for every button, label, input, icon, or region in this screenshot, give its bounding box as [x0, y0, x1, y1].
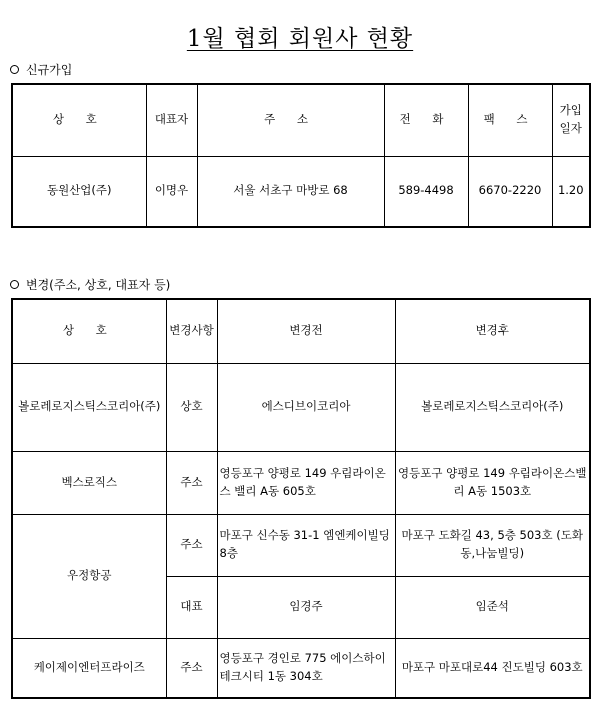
header-fax: 팩 스 — [468, 84, 552, 156]
cell-after: 마포구 마포대로44 진도빌딩 603호 — [395, 638, 590, 698]
cell-company: 우정항공 — [12, 514, 166, 638]
header-after: 변경후 — [395, 299, 590, 363]
cell-before: 영등포구 양평로 149 우림라이온스 밸리 A동 605호 — [217, 451, 395, 514]
header-company: 상 호 — [12, 299, 166, 363]
cell-company: 케이제이엔터프라이즈 — [12, 638, 166, 698]
table-header-row — [12, 299, 590, 363]
cell-after: 영등포구 양평로 149 우림라이온스밸리 A동 1503호 — [395, 451, 590, 514]
table-header-row — [12, 84, 590, 156]
cell-address: 서울 서초구 마방로 68 — [197, 156, 384, 227]
cell-company: 벡스로직스 — [12, 451, 166, 514]
table-row — [12, 638, 590, 698]
section-label: 신규가입 — [26, 63, 73, 77]
cell-fax: 6670-2220 — [468, 156, 552, 227]
cell-change-type: 주소 — [166, 514, 217, 576]
new-members-table — [11, 83, 591, 228]
table-row — [12, 451, 590, 514]
cell-before: 마포구 신수동 31-1 엠엔케이빌딩 8층 — [217, 514, 395, 576]
cell-before: 임경주 — [217, 576, 395, 638]
section-changes-heading — [10, 276, 170, 293]
cell-after: 마포구 도화길 43, 5층 503호 (도화동,나눔빌딩) — [395, 514, 590, 576]
cell-after: 임준석 — [395, 576, 590, 638]
circle-bullet-icon — [10, 280, 19, 289]
changes-table — [11, 298, 591, 699]
cell-join-date: 1.20 — [552, 156, 590, 227]
cell-phone: 589-4498 — [384, 156, 468, 227]
header-representative: 대표자 — [146, 84, 197, 156]
header-join-date: 가입 일자 — [552, 84, 590, 156]
page-title: 1월 협회 회원사 현황 — [186, 26, 414, 52]
circle-bullet-icon — [10, 65, 19, 74]
table-row — [12, 363, 590, 451]
cell-change-type: 대표 — [166, 576, 217, 638]
cell-change-type: 주소 — [166, 638, 217, 698]
cell-representative: 이명우 — [146, 156, 197, 227]
section-label: 변경(주소, 상호, 대표자 등) — [26, 278, 171, 292]
cell-before: 에스디브이코리아 — [217, 363, 395, 451]
cell-change-type: 상호 — [166, 363, 217, 451]
table-row — [12, 514, 590, 576]
cell-before: 영등포구 경인로 775 에이스하이테크시티 1동 304호 — [217, 638, 395, 698]
cell-change-type: 주소 — [166, 451, 217, 514]
header-change-type: 변경사항 — [166, 299, 217, 363]
cell-after: 볼로레로지스틱스코리아(주) — [395, 363, 590, 451]
header-phone: 전 화 — [384, 84, 468, 156]
cell-company: 볼로레로지스틱스코리아(주) — [12, 363, 166, 451]
table-row — [12, 156, 590, 227]
header-address: 주 소 — [197, 84, 384, 156]
header-company: 상 호 — [12, 84, 146, 156]
cell-company: 동원산업(주) — [12, 156, 146, 227]
header-before: 변경전 — [217, 299, 395, 363]
section-new-members-heading — [10, 61, 72, 78]
